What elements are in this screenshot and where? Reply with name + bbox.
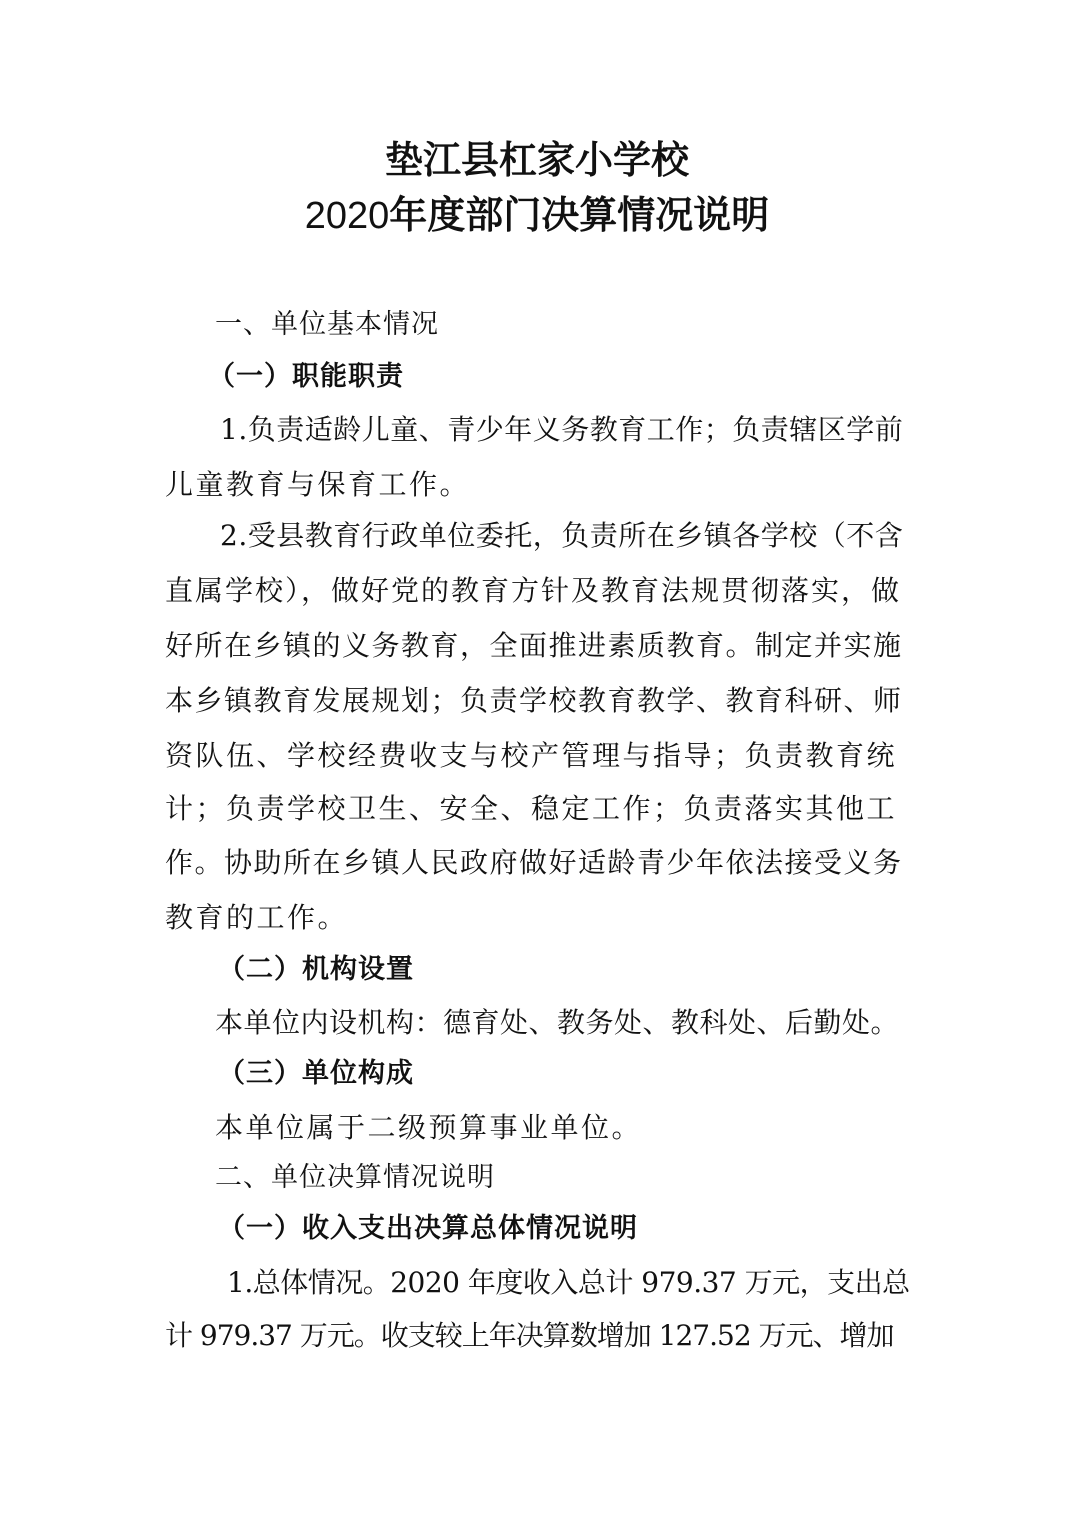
title-year: 2020 xyxy=(304,195,390,237)
paragraph-line: 教育的工作。 xyxy=(165,901,349,934)
paragraph-line: 本单位内设机构：德育处、教务处、教科处、后勤处。 xyxy=(215,1006,900,1039)
section-heading: 一、单位基本情况 xyxy=(215,309,439,340)
paragraph-line: 儿童教育与保育工作。 xyxy=(165,468,471,501)
subsection-heading: （二）机构设置 xyxy=(218,954,414,985)
paragraph-line: 好所在乡镇的义务教育，全面推进素质教育。制定并实施 xyxy=(165,629,903,662)
paragraph-line: 计 979.37 万元。收支较上年决算数增加 127.52 万元、增加 xyxy=(165,1319,894,1352)
paragraph-line: 2.受县教育行政单位委托，负责所在乡镇各学校（不含 xyxy=(220,519,904,552)
paragraph-line: 计；负责学校卫生、安全、稳定工作；负责落实其他工 xyxy=(165,792,898,825)
document-title-line1: 垫江县杠家小学校 xyxy=(384,138,689,182)
paragraph-line: 1.负责适龄儿童、青少年义务教育工作；负责辖区学前 xyxy=(220,413,904,446)
title-rest: 年度部门决算情况说明 xyxy=(389,193,770,237)
subsection-heading: （一）职能职责 xyxy=(208,361,404,392)
section-heading: 二、单位决算情况说明 xyxy=(215,1162,495,1193)
subsection-heading: （一）收入支出决算总体情况说明 xyxy=(218,1213,638,1244)
subsection-heading: （三）单位构成 xyxy=(218,1058,414,1089)
paragraph-line: 1.总体情况。2020 年度收入总计 979.37 万元，支出总 xyxy=(227,1266,910,1299)
document-title-line2 xyxy=(0,193,1074,238)
paragraph-line: 作。协助所在乡镇人民政府做好适龄青少年依法接受义务 xyxy=(165,846,903,879)
paragraph-line: 本单位属于二级预算事业单位。 xyxy=(215,1111,643,1144)
paragraph-line: 本乡镇教育发展规划；负责学校教育教学、教育科研、师 xyxy=(165,684,903,717)
paragraph-line: 资队伍、学校经费收支与校产管理与指导；负责教育统 xyxy=(165,739,898,772)
paragraph-line: 直属学校），做好党的教育方针及教育法规贯彻落实，做 xyxy=(165,574,902,607)
